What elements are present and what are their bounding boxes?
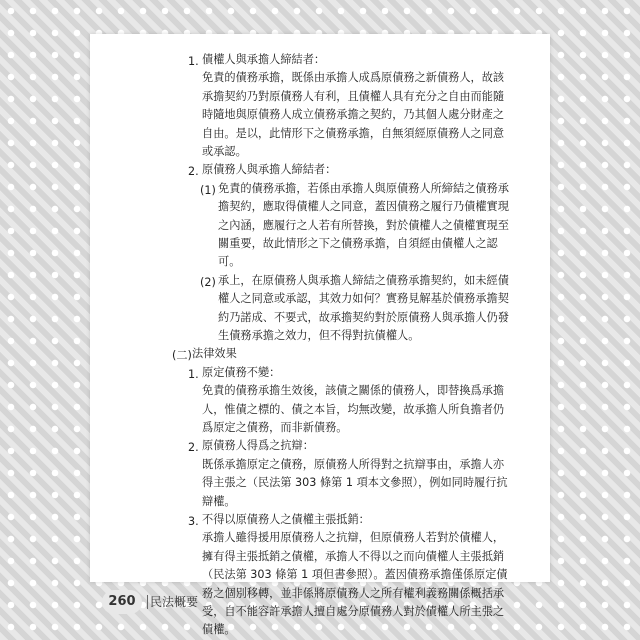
paragraph-line: 得主張之（民法第 303 條第 1 項本文參照），例如同時履行抗 (202, 476, 508, 490)
paragraph-line: 擁有得主張抵銷之債權，承擔人不得以之而向債權人主張抵銷 (202, 549, 505, 563)
paragraph-line: 債權人與承擔人締結者： (202, 53, 326, 66)
paragraph-line: 人，惟債之標的、債之本旨，均無改變，故承擔人所負擔者仍 (202, 402, 505, 416)
paragraph-line: 原債務人得爲之抗辯： (202, 439, 314, 453)
paragraph-line: 約乃諾成、不要式，故承擔契約對於原債務人與承擔人仍發 (218, 310, 509, 324)
paragraph-line: 免責的債務承擔，既係由承擔人成爲原債務之新債務人，故該 (202, 71, 505, 85)
paragraph-line: 承上，在原債務人與承擔人締結之債務承擔契約，如未經債 (218, 273, 509, 287)
paragraph-line: 承擔契約乃對原債務人有利，且債權人具有充分之自由而能隨 (202, 89, 505, 103)
footer-divider (147, 595, 148, 609)
paragraph-line: 之內涵，應履行之人若有所替換，對於債權人之債權實現至 (218, 218, 509, 232)
paragraph-line: 既係承擔原定之債務，原債務人所得對之抗辯事由，承擔人亦 (202, 457, 505, 471)
paragraph-line: 可。 (218, 255, 241, 269)
item-marker: 2. (188, 165, 199, 179)
item-marker: (1) (200, 183, 216, 197)
item-marker: (2) (200, 275, 216, 289)
paragraph-line: 原債務人與承擔人締結者： (202, 163, 337, 177)
item-marker: 1. (188, 367, 199, 381)
running-title: 民法概要 (150, 595, 199, 609)
page-number: 260 (102, 590, 142, 614)
paragraph-line: 或承認。 (202, 145, 247, 158)
item-marker: 3. (188, 515, 199, 528)
paragraph-line: 免責的債務承擔生效後，該債之關係的債務人，即替換爲承擔 (202, 384, 505, 398)
paragraph-line: 法律效果 (192, 347, 237, 361)
item-marker: 1. (188, 55, 199, 68)
paragraph-line: 免責的債務承擔，若係由承擔人與原債務人所締結之債務承 (218, 181, 509, 195)
item-marker: 2. (188, 441, 199, 455)
paragraph-line: 原定債務不變： (202, 365, 281, 379)
paragraph-line: 辯權。 (202, 494, 236, 508)
paragraph-line: 債權。 (202, 623, 236, 637)
paragraph-line: 務之個別移轉，並非係將原債務人之所有權利義務關係概括承 (202, 586, 505, 600)
paragraph-line: 不得以原債務人之債權主張抵銷： (202, 513, 370, 526)
paragraph-line: （民法第 303 條第 1 項但書參照）。蓋因債務承擔僅係原定債 (202, 568, 508, 582)
paragraph-line: 受，自不能容許承擔人擅自處分原債務人對於債權人所主張之 (202, 605, 505, 618)
paragraph-line: 關重要，故此情形之下之債務承擔，自須經由債權人之認 (218, 237, 498, 250)
paragraph-line: 生債務承擔之效力，但不得對抗債權人。 (218, 329, 420, 342)
paragraph-line: 擔契約，應取得債權人之同意，蓋因債務之履行乃債權實現 (218, 200, 509, 214)
paragraph-line: 自由。是以，此情形下之債務承擔，自無須經原債務人之同意 (202, 126, 505, 140)
item-marker: (二) (172, 349, 192, 363)
paragraph-line: 承擔人雖得援用原債務人之抗辯，但原債務人若對於債權人， (202, 531, 505, 545)
paragraph-line: 爲原定之債務，而非新債務。 (202, 421, 348, 434)
paragraph-line: 時隨地與原債務人成立債務承擔之契約，乃其個人處分財產之 (202, 108, 505, 122)
paragraph-line: 權人之同意或承認，其效力如何？實務見解基於債務承擔契 (218, 292, 509, 306)
